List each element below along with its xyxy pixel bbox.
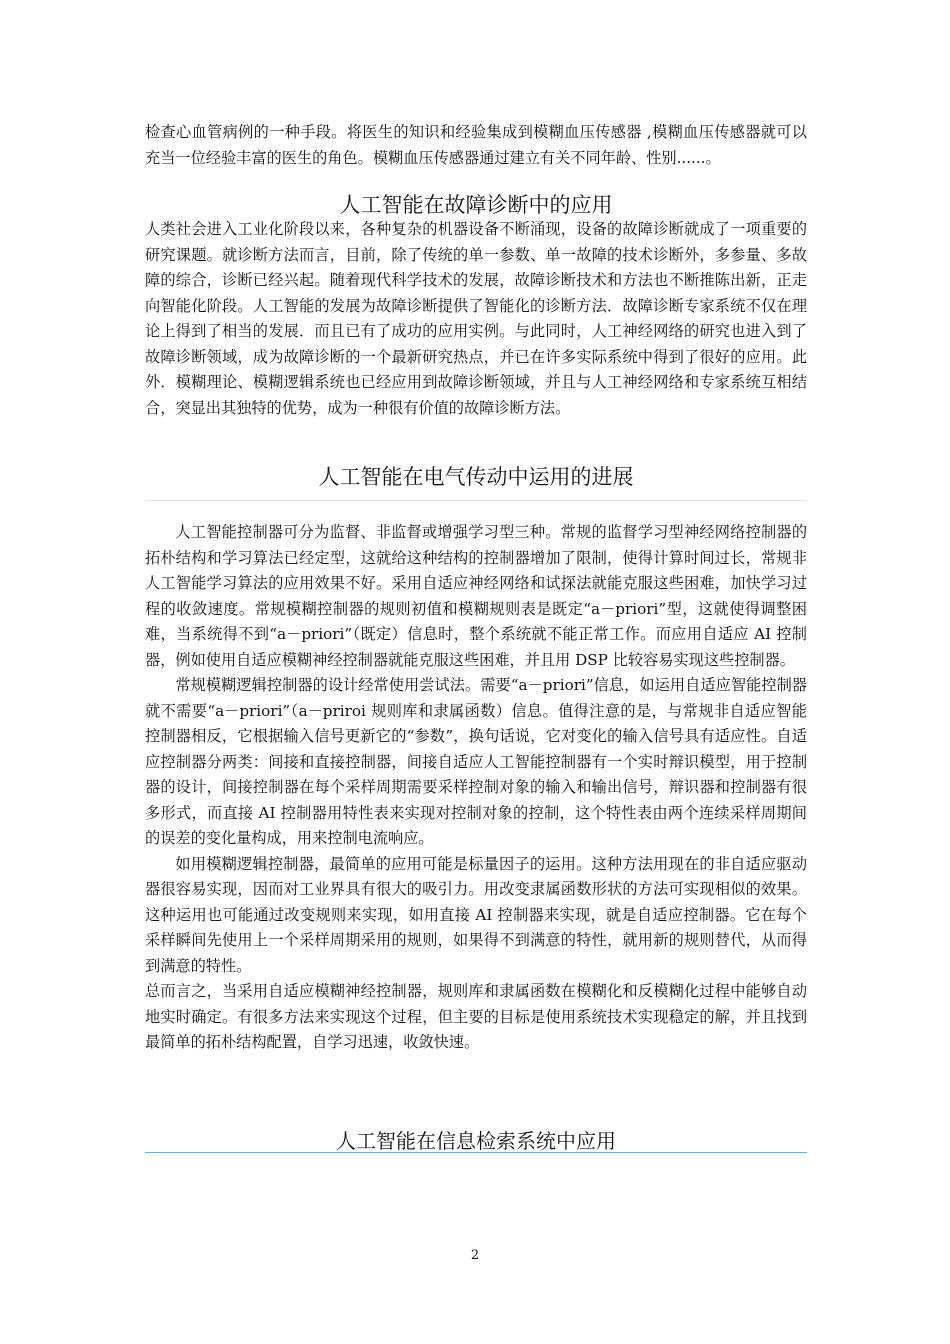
fault-diagnosis-body [145,217,807,421]
drive-paragraph-4: 总而言之，当采用自适应模糊神经控制器，规则库和隶属函数在模糊化和反模糊化过程中能够自动地实时确定。有很多方法来实现这个过程，但主要的目标是使用系统技术实现稳定的解，并且找到最简单的拓朴结构配置，自学习迅速，收敛快速。 [145,982,807,1051]
heading-divider [145,500,807,501]
drive-paragraph-3: 如用模糊逻辑控制器，最简单的应用可能是标量因子的运用。这种方法用现在的非自适应驱动器很容易实现，因而对工业界具有很大的吸引力。用改变隶属函数形状的方法可实现相似的效果。这种运用也可能通过改变规则来实现，如用直接 AI 控制器来实现，就是自适应控制器。它在每个采样瞬间先使用上一个采样周期采用的规则，如果得不到满意的特性，就用新的规则替代，从而得到满意的特性。 [145,854,807,975]
info-retrieval-heading: 人工智能在信息检索系统中应用 [336,1129,616,1153]
electric-drive-body [145,520,807,1056]
fault-diagnosis-paragraph: 人类社会进入工业化阶段以来，各种复杂的机器设备不断涌现，设备的故障诊断就成了一项重要的研究课题。就诊断方法而言，目前，除了传统的单一参数、单一故障的技术诊断外，多参量、多故障的综合，诊断已经兴起。随着现代科学技术的发展，故障诊断技术和方法也不断推陈出新，正走向智能化阶段。人工智能的发展为故障诊断提供了智能化的诊断方法．故障诊断专家系统不仅在理论上得到了相当的发展．而且已有了成功的应用实例。与此同时，人工神经网络的研究也进入到了故障诊断领域，成为故障诊断的一个最新研究热点，并已在许多实际系统中得到了很好的应用。此外．模糊理论、模糊逻辑系统也已经应用到故障诊断领域，并且与人工神经网络和专家系统互相结合，突显出其独特的优势，成为一种很有价值的故障诊断方法。 [145,220,807,417]
electric-drive-heading: 人工智能在电气传动中运用的进展 [318,465,634,489]
drive-paragraph-2: 常规模糊逻辑控制器的设计经常使用尝试法。需要“a－priori”信息，如运用自适应智能控制器就不需要“a－priori”（a－priroi 规则库和隶属函数）信息。值得注意的是，与常规非自适应智能控制器相反，它根据输入信号更新它的“参数”，换句话说，它对变化的输入信号具有适应性。自适应控制器分两类：间接和直接控制器，间接自适应人工智能控制器有一个实时辩识模型，用于控制器的设计，间接控制器在每个采样周期需要采样控制对象的输入和输出信号，辩识器和控制器有很多形式，而直接 AI 控制器用特性表来实现对控制对象的控制，这个特性表由两个连续采样周期间的误差的变化量构成，用来控制电流响应。 [145,676,807,847]
page-number: 2 [470,1248,480,1263]
fault-diagnosis-heading: 人工智能在故障诊断中的应用 [339,193,613,217]
heading-underline [145,1152,807,1153]
intro-paragraph: 检查心血管病例的一种手段。将医生的知识和经验集成到模糊血压传感器 ,模糊血压传感器就可以充当一位经验丰富的医生的角色。模糊血压传感器通过建立有关不同年龄、性别......。 [145,123,807,167]
intro-block [145,120,807,171]
drive-paragraph-1: 人工智能控制器可分为监督、非监督或增强学习型三种。常规的监督学习型神经网络控制器的拓朴结构和学习算法已经定型，这就给这种结构的控制器增加了限制，使得计算时间过长，常规非人工智能学习算法的应用效果不好。采用自适应神经网络和试探法就能克服这些困难，加快学习过程的收敛速度。常规模糊控制器的规则初值和模糊规则表是既定“a－priori”型，这就使得调整困难，当系统得不到“a－priori”（既定）信息时，整个系统就不能正常工作。而应用自适应 AI 控制器，例如使用自适应模糊神经控制器就能克服这些困难，并且用 DSP 比较容易实现这些控制器。 [145,523,807,669]
